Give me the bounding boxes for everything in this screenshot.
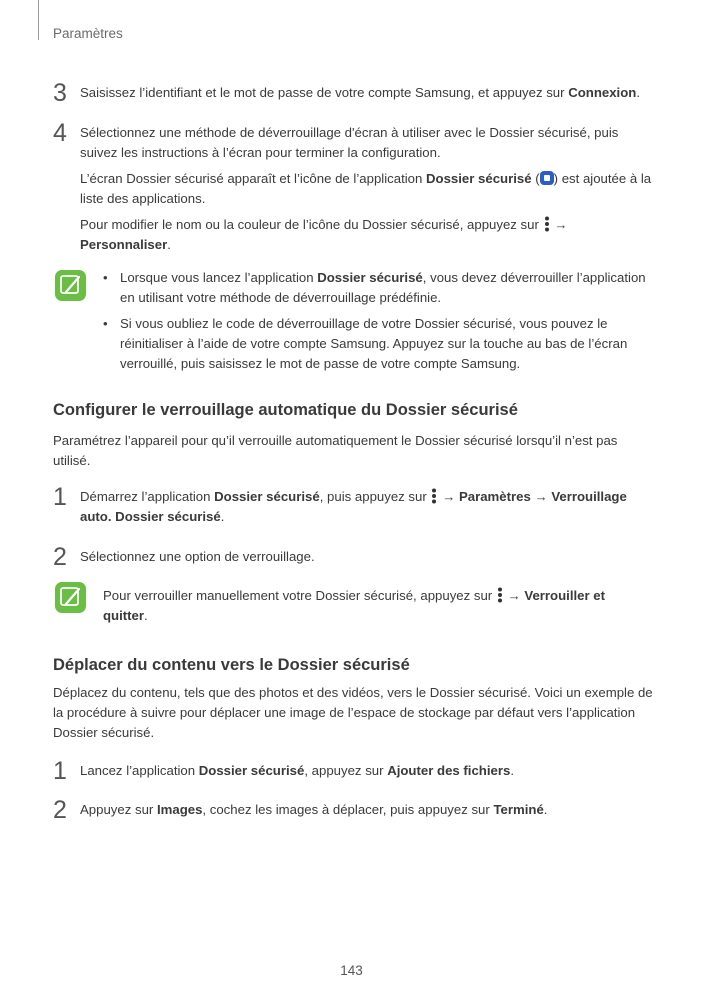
step-number: 3 <box>53 79 67 107</box>
step-text: Démarrez l’application Dossier sécurisé, puis appuyez sur → Paramètres → Verrouillage auto. Dossier sécurisé. <box>80 489 627 524</box>
step-number: 2 <box>53 543 67 571</box>
section-heading: Déplacer du contenu vers le Dossier sécurisé <box>53 656 410 674</box>
step-number: 2 <box>53 796 67 824</box>
section-intro: Déplacez du contenu, tels que des photos et des vidéos, vers le Dossier sécurisé. Voici un exemple de la procédure à suivre pour déplacer une image de l’espace de stockage par défaut vers l’application Dossier sécurisé. <box>53 685 653 740</box>
note-bullet-text: Si vous oubliez le code de déverrouillage de votre Dossier sécurisé, vous pouvez le réinitialiser à l’aide de votre compte Samsung. Appuyez sur la touche au bas de l’écran verrouillé, puis saisissez le mot de passe de votre compte Samsung. <box>120 316 628 371</box>
secure-folder-icon <box>540 171 554 185</box>
more-options-icon <box>497 587 503 603</box>
more-options-icon <box>431 488 437 504</box>
more-options-icon <box>544 216 550 232</box>
step-number: 1 <box>53 757 67 785</box>
bullet: • <box>103 316 108 331</box>
note-icon <box>55 582 86 613</box>
header-rule <box>38 0 39 40</box>
paragraph-rename: Pour modifier le nom ou la couleur de l’icône du Dossier sécurisé, appuyez sur → Personnaliser. <box>80 217 568 252</box>
step-text: Appuyez sur Images, cochez les images à déplacer, puis appuyez sur Terminé. <box>80 802 548 817</box>
paragraph-app-icon: L’écran Dossier sécurisé apparaît et l’icône de l’application Dossier sécurisé ( ) est ajoutée à la liste des applications. <box>80 171 652 206</box>
page-number: 143 <box>340 963 363 978</box>
step-number: 1 <box>53 483 67 511</box>
section-intro: Paramétrez l’appareil pour qu’il verrouille automatiquement le Dossier sécurisé lorsqu’il n’est pas utilisé. <box>53 433 618 468</box>
step-text: Sélectionnez une méthode de déverrouillage d'écran à utiliser avec le Dossier sécurisé, puis suivez les instructions à l’écran pour terminer la configuration. <box>80 125 619 160</box>
step-text: Lancez l’application Dossier sécurisé, appuyez sur Ajouter des fichiers. <box>80 763 514 778</box>
page-header: Paramètres <box>53 26 123 41</box>
section-heading: Configurer le verrouillage automatique du Dossier sécurisé <box>53 401 518 419</box>
step-text: Saisissez l’identifiant et le mot de passe de votre compte Samsung, et appuyez sur Connexion. <box>80 85 641 100</box>
bullet: • <box>103 270 108 285</box>
step-number: 4 <box>53 119 67 147</box>
step-text: Sélectionnez une option de verrouillage. <box>80 549 315 564</box>
note-icon <box>55 270 86 301</box>
note-text: Pour verrouiller manuellement votre Dossier sécurisé, appuyez sur → Verrouiller et quitter. <box>103 588 606 623</box>
note-bullet-text: Lorsque vous lancez l’application Dossier sécurisé, vous devez déverrouiller l’application en utilisant votre méthode de déverrouillage prédéfinie. <box>120 270 646 305</box>
